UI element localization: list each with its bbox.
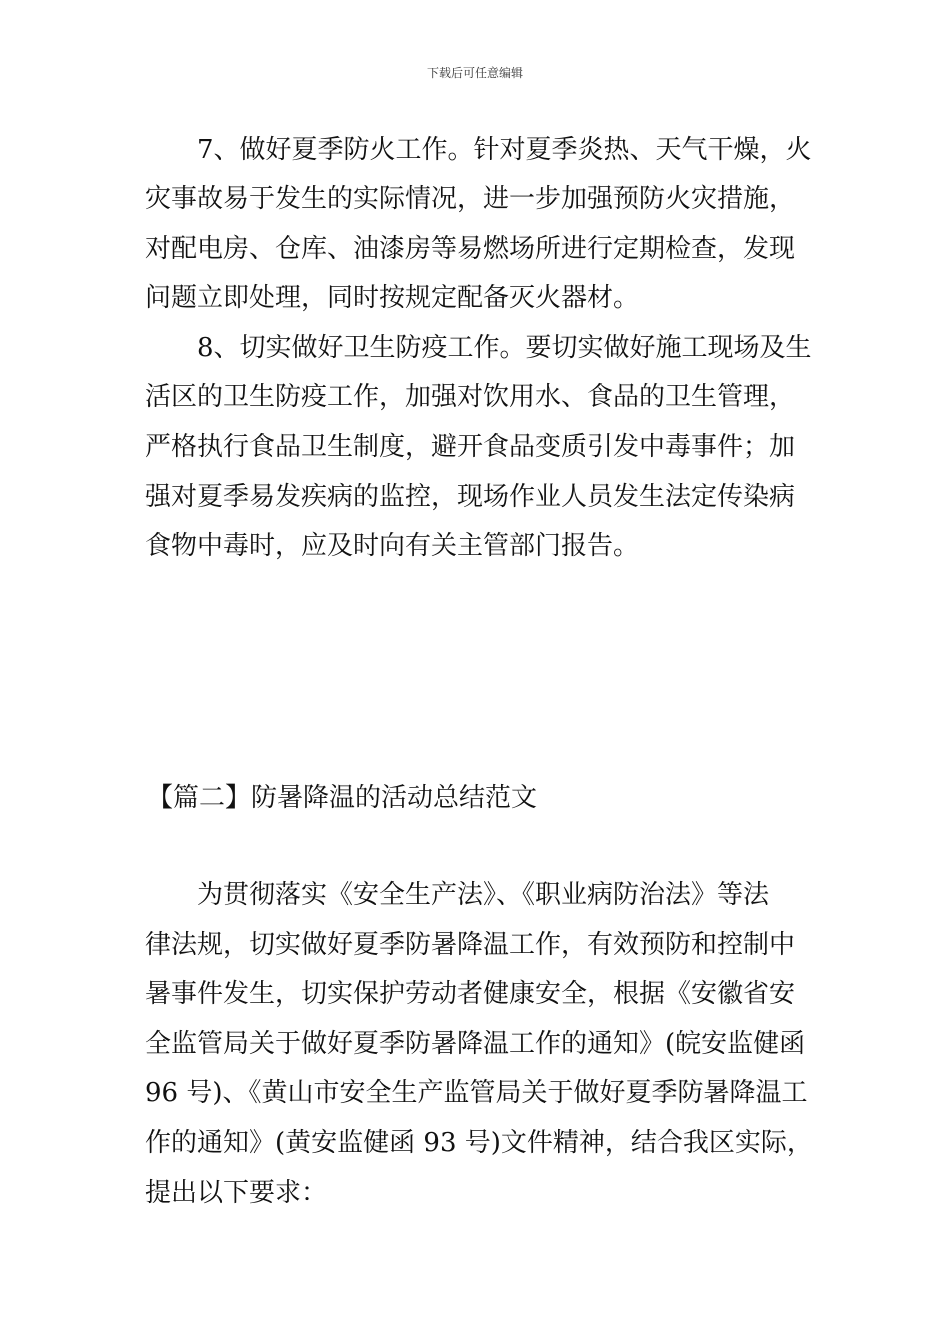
item-8-line-2: 活区的卫生防疫工作，加强对饮用水、食品的卫生管理， [145,382,796,412]
item-7-line-3: 对配电房、仓库、油漆房等易燃场所进行定期检查，发现 [145,234,796,264]
item-8-line-3: 严格执行食品卫生制度，避开食品变质引发中毒事件；加 [145,432,796,462]
intro-line-1: 为贯彻落实《安全生产法》、《职业病防治法》等法 [197,880,770,910]
item-7-line-1: 7、做好夏季防火工作。针对夏季炎热、天气干燥，火 [197,135,812,165]
section-heading: 【篇二】防暑降温的活动总结范文 [147,783,538,813]
intro-line-5: 96 号)、《黄山市安全生产监管局关于做好夏季防暑降温工 [145,1078,808,1108]
item-7-line-2: 灾事故易于发生的实际情况，进一步加强预防火灾措施， [145,184,796,214]
page-header-note: 下载后可任意编辑 [426,66,523,80]
item-8-line-1: 8、切实做好卫生防疫工作。要切实做好施工现场及生 [197,333,812,363]
intro-line-7: 提出以下要求： [145,1178,328,1208]
item-8-line-5: 食物中毒时，应及时向有关主管部门报告。 [145,531,640,561]
intro-line-2: 律法规，切实做好夏季防暑降温工作，有效预防和控制中 [145,930,796,960]
intro-line-6: 作的通知》(黄安监健函 93 号)文件精神，结合我区实际， [145,1128,813,1158]
item-8-line-4: 强对夏季易发疾病的监控，现场作业人员发生法定传染病 [145,482,796,512]
intro-line-3: 暑事件发生，切实保护劳动者健康安全，根据《安徽省安 [145,979,796,1009]
intro-line-4: 全监管局关于做好夏季防暑降温工作的通知》(皖安监健函 [145,1029,806,1059]
item-7-line-4: 问题立即处理，同时按规定配备灭火器材。 [145,283,640,313]
